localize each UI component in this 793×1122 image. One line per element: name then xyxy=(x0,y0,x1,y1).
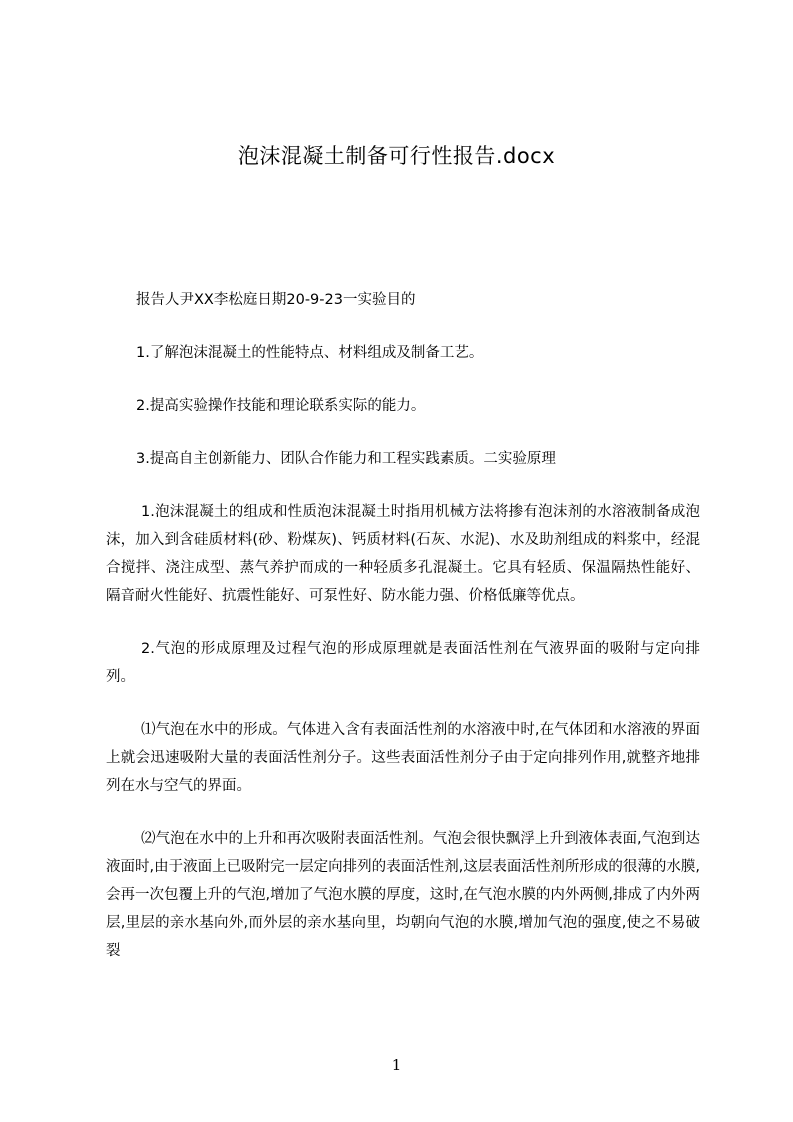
paragraph-objective-3: 3.提高自主创新能力、团队合作能力和工程实践素质。二实验原理 xyxy=(136,451,556,467)
paragraph-bubble-in-water: ⑴气泡在水中的形成。气体进入含有表面活性剂的水溶液中时,在气体团和水溶液的界面上就会迅速吸附大量的表面活性剂分子。这些表面活性剂分子由于定向排列作用,就整齐地排列在水与空气的界面。 xyxy=(106,722,700,794)
page-number: 1 xyxy=(391,1056,402,1074)
paragraph-principle-bubble-formation: 2.气泡的形成原理及过程气泡的形成原理就是表面活性剂在气液界面的吸附与定向排列。 xyxy=(106,641,700,685)
paragraph-bubble-rise: ⑵气泡在水中的上升和再次吸附表面活性剂。气泡会很快飘浮上升到液体表面,气泡到达液面时,由于液面上已吸附完一层定向排列的表面活性剂,这层表面活性剂所形成的很薄的水膜,会再一次包覆上升的气泡,增加了气泡水膜的厚度，这时,在气泡水膜的内外两侧,排成了内外两层,里层的亲水基向外,而外层的亲水基向里，均朝向气泡的水膜,增加气泡的强度,使之不易破裂 xyxy=(106,831,700,959)
paragraph-reporter-info: 报告人尹XX李松庭日期20-9-23一实验目的 xyxy=(136,292,416,308)
paragraph-principle-composition: 1.泡沫混凝土的组成和性质泡沫混凝土时指用机械方法将掺有泡沫剂的水溶液制备成泡沫，加入到含硅质材料(砂、粉煤灰)、钙质材料(石灰、水泥)、水及助剂组成的料浆中，经混合搅拌、浇注成型、蒸气养护而成的一种轻质多孔混凝土。它具有轻质、保温隔热性能好、隔音耐火性能好、抗震性能好、可泵性好、防水能力强、价格低廉等优点。 xyxy=(106,504,700,604)
document-title: 泡沫混凝土制备可行性报告.docx xyxy=(237,144,556,168)
paragraph-objective-2: 2.提高实验操作技能和理论联系实际的能力。 xyxy=(136,398,426,414)
document-body xyxy=(106,286,700,990)
paragraph-objective-1: 1.了解泡沫混凝土的性能特点、材料组成及制备工艺。 xyxy=(136,345,484,361)
